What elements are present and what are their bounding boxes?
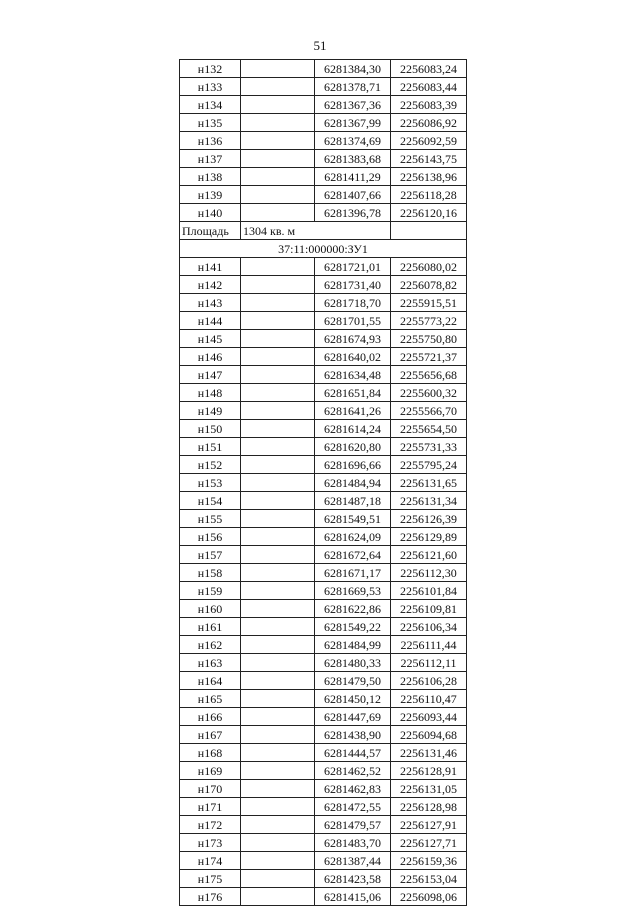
x-coordinate-cell: 6281671,17 <box>315 564 391 582</box>
x-coordinate-cell: 6281701,55 <box>315 312 391 330</box>
y-coordinate-cell: 2255656,68 <box>391 366 467 384</box>
table-row <box>180 312 467 330</box>
empty-cell <box>241 636 315 654</box>
x-coordinate-cell: 6281472,55 <box>315 798 391 816</box>
table-row <box>180 384 467 402</box>
y-coordinate-cell: 2255566,70 <box>391 402 467 420</box>
point-name-cell: н165 <box>180 690 241 708</box>
x-coordinate-cell: 6281651,84 <box>315 384 391 402</box>
empty-cell <box>241 60 315 78</box>
table-row <box>180 780 467 798</box>
x-coordinate-cell: 6281640,02 <box>315 348 391 366</box>
point-name-cell: н170 <box>180 780 241 798</box>
x-coordinate-cell: 6281447,69 <box>315 708 391 726</box>
point-name-cell: н146 <box>180 348 241 366</box>
empty-cell <box>241 672 315 690</box>
y-coordinate-cell: 2255750,80 <box>391 330 467 348</box>
y-coordinate-cell: 2256110,47 <box>391 690 467 708</box>
empty-cell <box>241 690 315 708</box>
empty-cell <box>241 78 315 96</box>
table-row <box>180 276 467 294</box>
empty-cell <box>241 96 315 114</box>
empty-cell <box>241 870 315 888</box>
x-coordinate-cell: 6281721,01 <box>315 258 391 276</box>
empty-cell <box>241 816 315 834</box>
x-coordinate-cell: 6281462,83 <box>315 780 391 798</box>
x-coordinate-cell: 6281669,53 <box>315 582 391 600</box>
empty-cell <box>241 402 315 420</box>
table-row <box>180 816 467 834</box>
y-coordinate-cell: 2256109,81 <box>391 600 467 618</box>
point-name-cell: н173 <box>180 834 241 852</box>
page-number: 51 <box>313 38 327 53</box>
point-name-cell: н148 <box>180 384 241 402</box>
y-coordinate-cell: 2256083,44 <box>391 78 467 96</box>
y-coordinate-cell: 2256112,11 <box>391 654 467 672</box>
table-row <box>180 474 467 492</box>
x-coordinate-cell: 6281411,29 <box>315 168 391 186</box>
point-name-cell: н158 <box>180 564 241 582</box>
table-row <box>180 888 467 906</box>
x-coordinate-cell: 6281620,80 <box>315 438 391 456</box>
x-coordinate-cell: 6281672,64 <box>315 546 391 564</box>
table-row <box>180 186 467 204</box>
table-row <box>180 708 467 726</box>
x-coordinate-cell: 6281423,58 <box>315 870 391 888</box>
point-name-cell: н156 <box>180 528 241 546</box>
empty-cell <box>241 798 315 816</box>
y-coordinate-cell: 2256120,16 <box>391 204 467 222</box>
table-row <box>180 510 467 528</box>
table-row <box>180 132 467 150</box>
x-coordinate-cell: 6281634,48 <box>315 366 391 384</box>
area-label: Площадь <box>180 222 241 240</box>
x-coordinate-cell: 6281674,93 <box>315 330 391 348</box>
point-name-cell: н159 <box>180 582 241 600</box>
empty-cell <box>241 384 315 402</box>
table-row <box>180 204 467 222</box>
x-coordinate-cell: 6281444,57 <box>315 744 391 762</box>
empty-cell <box>241 618 315 636</box>
table-row <box>180 690 467 708</box>
empty-cell <box>241 114 315 132</box>
coordinates-table <box>179 59 467 906</box>
empty-cell <box>241 762 315 780</box>
empty-cell <box>241 312 315 330</box>
empty-cell <box>241 294 315 312</box>
table-row <box>180 744 467 762</box>
y-coordinate-cell: 2256127,91 <box>391 816 467 834</box>
point-name-cell: н135 <box>180 114 241 132</box>
table-row <box>180 672 467 690</box>
table-row <box>180 96 467 114</box>
y-coordinate-cell: 2256131,05 <box>391 780 467 798</box>
x-coordinate-cell: 6281718,70 <box>315 294 391 312</box>
point-name-cell: н154 <box>180 492 241 510</box>
table-row <box>180 852 467 870</box>
y-coordinate-cell: 2256083,24 <box>391 60 467 78</box>
empty-cell <box>241 438 315 456</box>
area-row <box>180 222 467 240</box>
y-coordinate-cell: 2256098,06 <box>391 888 467 906</box>
empty-cell <box>241 546 315 564</box>
table-row <box>180 564 467 582</box>
empty-cell <box>241 888 315 906</box>
table-row <box>180 762 467 780</box>
point-name-cell: н140 <box>180 204 241 222</box>
y-coordinate-cell: 2256083,39 <box>391 96 467 114</box>
empty-cell <box>241 564 315 582</box>
table-row <box>180 402 467 420</box>
empty-cell <box>241 204 315 222</box>
point-name-cell: н139 <box>180 186 241 204</box>
x-coordinate-cell: 6281487,18 <box>315 492 391 510</box>
table-row <box>180 618 467 636</box>
table-row <box>180 582 467 600</box>
y-coordinate-cell: 2256106,34 <box>391 618 467 636</box>
table-row <box>180 366 467 384</box>
x-coordinate-cell: 6281384,30 <box>315 60 391 78</box>
point-name-cell: н142 <box>180 276 241 294</box>
y-coordinate-cell: 2256129,89 <box>391 528 467 546</box>
x-coordinate-cell: 6281731,40 <box>315 276 391 294</box>
x-coordinate-cell: 6281624,09 <box>315 528 391 546</box>
y-coordinate-cell: 2256086,92 <box>391 114 467 132</box>
empty-cell <box>241 366 315 384</box>
y-coordinate-cell: 2256094,68 <box>391 726 467 744</box>
point-name-cell: н172 <box>180 816 241 834</box>
y-coordinate-cell: 2256106,28 <box>391 672 467 690</box>
point-name-cell: н145 <box>180 330 241 348</box>
y-coordinate-cell: 2256093,44 <box>391 708 467 726</box>
point-name-cell: н152 <box>180 456 241 474</box>
y-coordinate-cell: 2256131,34 <box>391 492 467 510</box>
table-row <box>180 168 467 186</box>
y-coordinate-cell: 2256092,59 <box>391 132 467 150</box>
y-coordinate-cell: 2256128,91 <box>391 762 467 780</box>
table-row <box>180 654 467 672</box>
x-coordinate-cell: 6281396,78 <box>315 204 391 222</box>
x-coordinate-cell: 6281438,90 <box>315 726 391 744</box>
empty-cell <box>241 654 315 672</box>
empty-cell <box>241 600 315 618</box>
empty-cell <box>241 330 315 348</box>
y-coordinate-cell: 2256111,44 <box>391 636 467 654</box>
empty-cell <box>241 150 315 168</box>
empty-cell <box>241 186 315 204</box>
table-row <box>180 636 467 654</box>
point-name-cell: н171 <box>180 798 241 816</box>
empty-cell <box>241 276 315 294</box>
y-coordinate-cell: 2256138,96 <box>391 168 467 186</box>
x-coordinate-cell: 6281462,52 <box>315 762 391 780</box>
y-coordinate-cell: 2255721,37 <box>391 348 467 366</box>
y-coordinate-cell: 2255731,33 <box>391 438 467 456</box>
point-name-cell: н132 <box>180 60 241 78</box>
y-coordinate-cell: 2255654,50 <box>391 420 467 438</box>
point-name-cell: н143 <box>180 294 241 312</box>
table-row <box>180 492 467 510</box>
point-name-cell: н155 <box>180 510 241 528</box>
x-coordinate-cell: 6281479,50 <box>315 672 391 690</box>
y-coordinate-cell: 2256131,65 <box>391 474 467 492</box>
y-coordinate-cell: 2256153,04 <box>391 870 467 888</box>
table-row <box>180 456 467 474</box>
x-coordinate-cell: 6281374,69 <box>315 132 391 150</box>
empty-cell <box>241 456 315 474</box>
x-coordinate-cell: 6281696,66 <box>315 456 391 474</box>
empty-cell <box>241 708 315 726</box>
point-name-cell: н164 <box>180 672 241 690</box>
empty-cell <box>241 510 315 528</box>
x-coordinate-cell: 6281614,24 <box>315 420 391 438</box>
table-row <box>180 798 467 816</box>
table-row <box>180 330 467 348</box>
empty-cell <box>241 474 315 492</box>
y-coordinate-cell: 2256118,28 <box>391 186 467 204</box>
x-coordinate-cell: 6281415,06 <box>315 888 391 906</box>
x-coordinate-cell: 6281549,22 <box>315 618 391 636</box>
x-coordinate-cell: 6281450,12 <box>315 690 391 708</box>
area-value: 1304 кв. м <box>241 222 391 240</box>
table-row <box>180 546 467 564</box>
table-row <box>180 726 467 744</box>
empty-cell <box>241 348 315 366</box>
point-name-cell: н144 <box>180 312 241 330</box>
point-name-cell: н153 <box>180 474 241 492</box>
point-name-cell: н168 <box>180 744 241 762</box>
empty-cell <box>241 420 315 438</box>
y-coordinate-cell: 2256078,82 <box>391 276 467 294</box>
x-coordinate-cell: 6281549,51 <box>315 510 391 528</box>
table-row <box>180 870 467 888</box>
point-name-cell: н151 <box>180 438 241 456</box>
point-name-cell: н174 <box>180 852 241 870</box>
table-row <box>180 528 467 546</box>
point-name-cell: н150 <box>180 420 241 438</box>
point-name-cell: н147 <box>180 366 241 384</box>
x-coordinate-cell: 6281407,66 <box>315 186 391 204</box>
table-row <box>180 258 467 276</box>
table-row <box>180 150 467 168</box>
y-coordinate-cell: 2256143,75 <box>391 150 467 168</box>
y-coordinate-cell: 2256159,36 <box>391 852 467 870</box>
x-coordinate-cell: 6281378,71 <box>315 78 391 96</box>
point-name-cell: н163 <box>180 654 241 672</box>
point-name-cell: н138 <box>180 168 241 186</box>
empty-cell <box>241 834 315 852</box>
point-name-cell: н166 <box>180 708 241 726</box>
section-title: 37:11:000000:ЗУ1 <box>180 240 467 258</box>
empty-cell <box>241 582 315 600</box>
x-coordinate-cell: 6281479,57 <box>315 816 391 834</box>
x-coordinate-cell: 6281484,94 <box>315 474 391 492</box>
point-name-cell: н141 <box>180 258 241 276</box>
y-coordinate-cell: 2256121,60 <box>391 546 467 564</box>
point-name-cell: н133 <box>180 78 241 96</box>
y-coordinate-cell: 2256080,02 <box>391 258 467 276</box>
y-coordinate-cell: 2256127,71 <box>391 834 467 852</box>
x-coordinate-cell: 6281622,86 <box>315 600 391 618</box>
y-coordinate-cell: 2255795,24 <box>391 456 467 474</box>
point-name-cell: н176 <box>180 888 241 906</box>
x-coordinate-cell: 6281483,70 <box>315 834 391 852</box>
area-section <box>180 222 467 258</box>
coordinates-table-bottom-rows <box>180 258 467 906</box>
point-name-cell: н161 <box>180 618 241 636</box>
y-coordinate-cell: 2256112,30 <box>391 564 467 582</box>
table-row <box>180 294 467 312</box>
empty-cell <box>241 780 315 798</box>
point-name-cell: н157 <box>180 546 241 564</box>
x-coordinate-cell: 6281387,44 <box>315 852 391 870</box>
empty-cell <box>241 258 315 276</box>
point-name-cell: н175 <box>180 870 241 888</box>
y-coordinate-cell: 2256131,46 <box>391 744 467 762</box>
empty-cell <box>241 132 315 150</box>
table-row <box>180 78 467 96</box>
y-coordinate-cell: 2255773,22 <box>391 312 467 330</box>
table-row <box>180 600 467 618</box>
empty-cell <box>241 492 315 510</box>
point-name-cell: н149 <box>180 402 241 420</box>
empty-cell <box>241 168 315 186</box>
empty-cell <box>241 528 315 546</box>
table-row <box>180 834 467 852</box>
point-name-cell: н162 <box>180 636 241 654</box>
table-row <box>180 114 467 132</box>
point-name-cell: н136 <box>180 132 241 150</box>
table-row <box>180 348 467 366</box>
x-coordinate-cell: 6281641,26 <box>315 402 391 420</box>
empty-cell <box>241 852 315 870</box>
x-coordinate-cell: 6281367,99 <box>315 114 391 132</box>
y-coordinate-cell: 2255600,32 <box>391 384 467 402</box>
point-name-cell: н137 <box>180 150 241 168</box>
x-coordinate-cell: 6281383,68 <box>315 150 391 168</box>
point-name-cell: н169 <box>180 762 241 780</box>
x-coordinate-cell: 6281484,99 <box>315 636 391 654</box>
x-coordinate-cell: 6281367,36 <box>315 96 391 114</box>
y-coordinate-cell: 2256128,98 <box>391 798 467 816</box>
y-coordinate-cell: 2256101,84 <box>391 582 467 600</box>
point-name-cell: н167 <box>180 726 241 744</box>
coordinates-table-top-rows <box>180 60 467 222</box>
empty-cell <box>241 726 315 744</box>
empty-cell <box>241 744 315 762</box>
y-coordinate-cell: 2256126,39 <box>391 510 467 528</box>
point-name-cell: н160 <box>180 600 241 618</box>
x-coordinate-cell: 6281480,33 <box>315 654 391 672</box>
point-name-cell: н134 <box>180 96 241 114</box>
y-coordinate-cell: 2255915,51 <box>391 294 467 312</box>
table-row <box>180 420 467 438</box>
table-row <box>180 60 467 78</box>
area-empty-cell <box>391 222 467 240</box>
section-title-row <box>180 240 467 258</box>
table-row <box>180 438 467 456</box>
